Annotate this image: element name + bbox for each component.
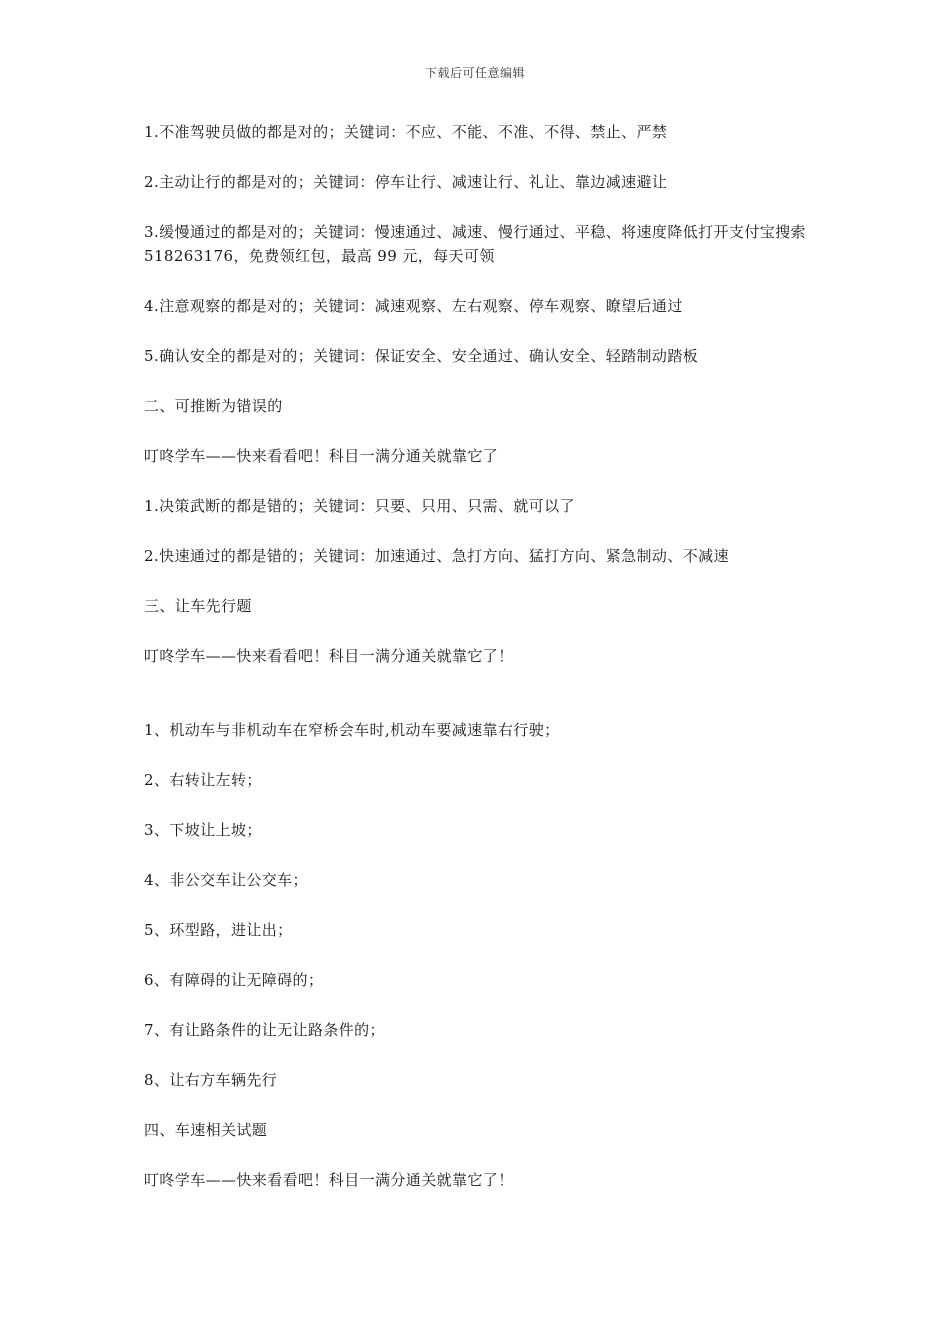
list-item-8: 8、让右方车辆先行 [144, 1071, 278, 1089]
list-item-6: 6、有障碍的让无障碍的； [144, 971, 324, 989]
list-item-3: 3、下坡让上坡； [144, 821, 262, 839]
promo-line-2: 叮咚学车——快来看看吧！科目一满分通关就靠它了！ [144, 647, 514, 665]
section-heading-2: 二、可推断为错误的 [144, 397, 283, 415]
paragraph-3: 3.缓慢通过的都是对的；关键词：慢速通过、减速、慢行通过、平稳、将速度降低打开支付宝搜索 518263176，免费领红包，最高 99 元，每天可领 [144, 223, 806, 265]
section-heading-4: 四、车速相关试题 [144, 1121, 268, 1139]
paragraph-2: 2.主动让行的都是对的；关键词：停车让行、减速让行、礼让、靠边减速避让 [144, 173, 668, 191]
list-item-5: 5、环型路，进让出； [144, 921, 293, 939]
page-header: 下载后可任意编辑 [424, 66, 525, 80]
paragraph-1: 1.不准驾驶员做的都是对的；关键词：不应、不能、不准、不得、禁止、严禁 [144, 123, 668, 141]
list-item-2: 2、右转让左转； [144, 771, 262, 789]
paragraph-5: 5.确认安全的都是对的；关键词：保证安全、安全通过、确认安全、轻踏制动踏板 [144, 347, 699, 365]
list-item-1: 1、机动车与非机动车在窄桥会车时,机动车要减速靠右行驶； [144, 721, 560, 739]
section-heading-3: 三、让车先行题 [144, 597, 252, 615]
paragraph-4: 4.注意观察的都是对的；关键词：减速观察、左右观察、停车观察、瞭望后通过 [144, 297, 683, 315]
promo-line-1: 叮咚学车——快来看看吧！科目一满分通关就靠它了 [144, 447, 499, 465]
paragraph-6: 1.决策武断的都是错的；关键词：只要、只用、只需、就可以了 [144, 497, 575, 515]
paragraph-7: 2.快速通过的都是错的；关键词：加速通过、急打方向、猛打方向、紧急制动、不减速 [144, 547, 729, 565]
document-body [144, 120, 814, 1192]
promo-line-3: 叮咚学车——快来看看吧！科目一满分通关就靠它了！ [144, 1171, 514, 1189]
list-item-7: 7、有让路条件的让无让路条件的； [144, 1021, 385, 1039]
list-item-4: 4、非公交车让公交车； [144, 871, 308, 889]
